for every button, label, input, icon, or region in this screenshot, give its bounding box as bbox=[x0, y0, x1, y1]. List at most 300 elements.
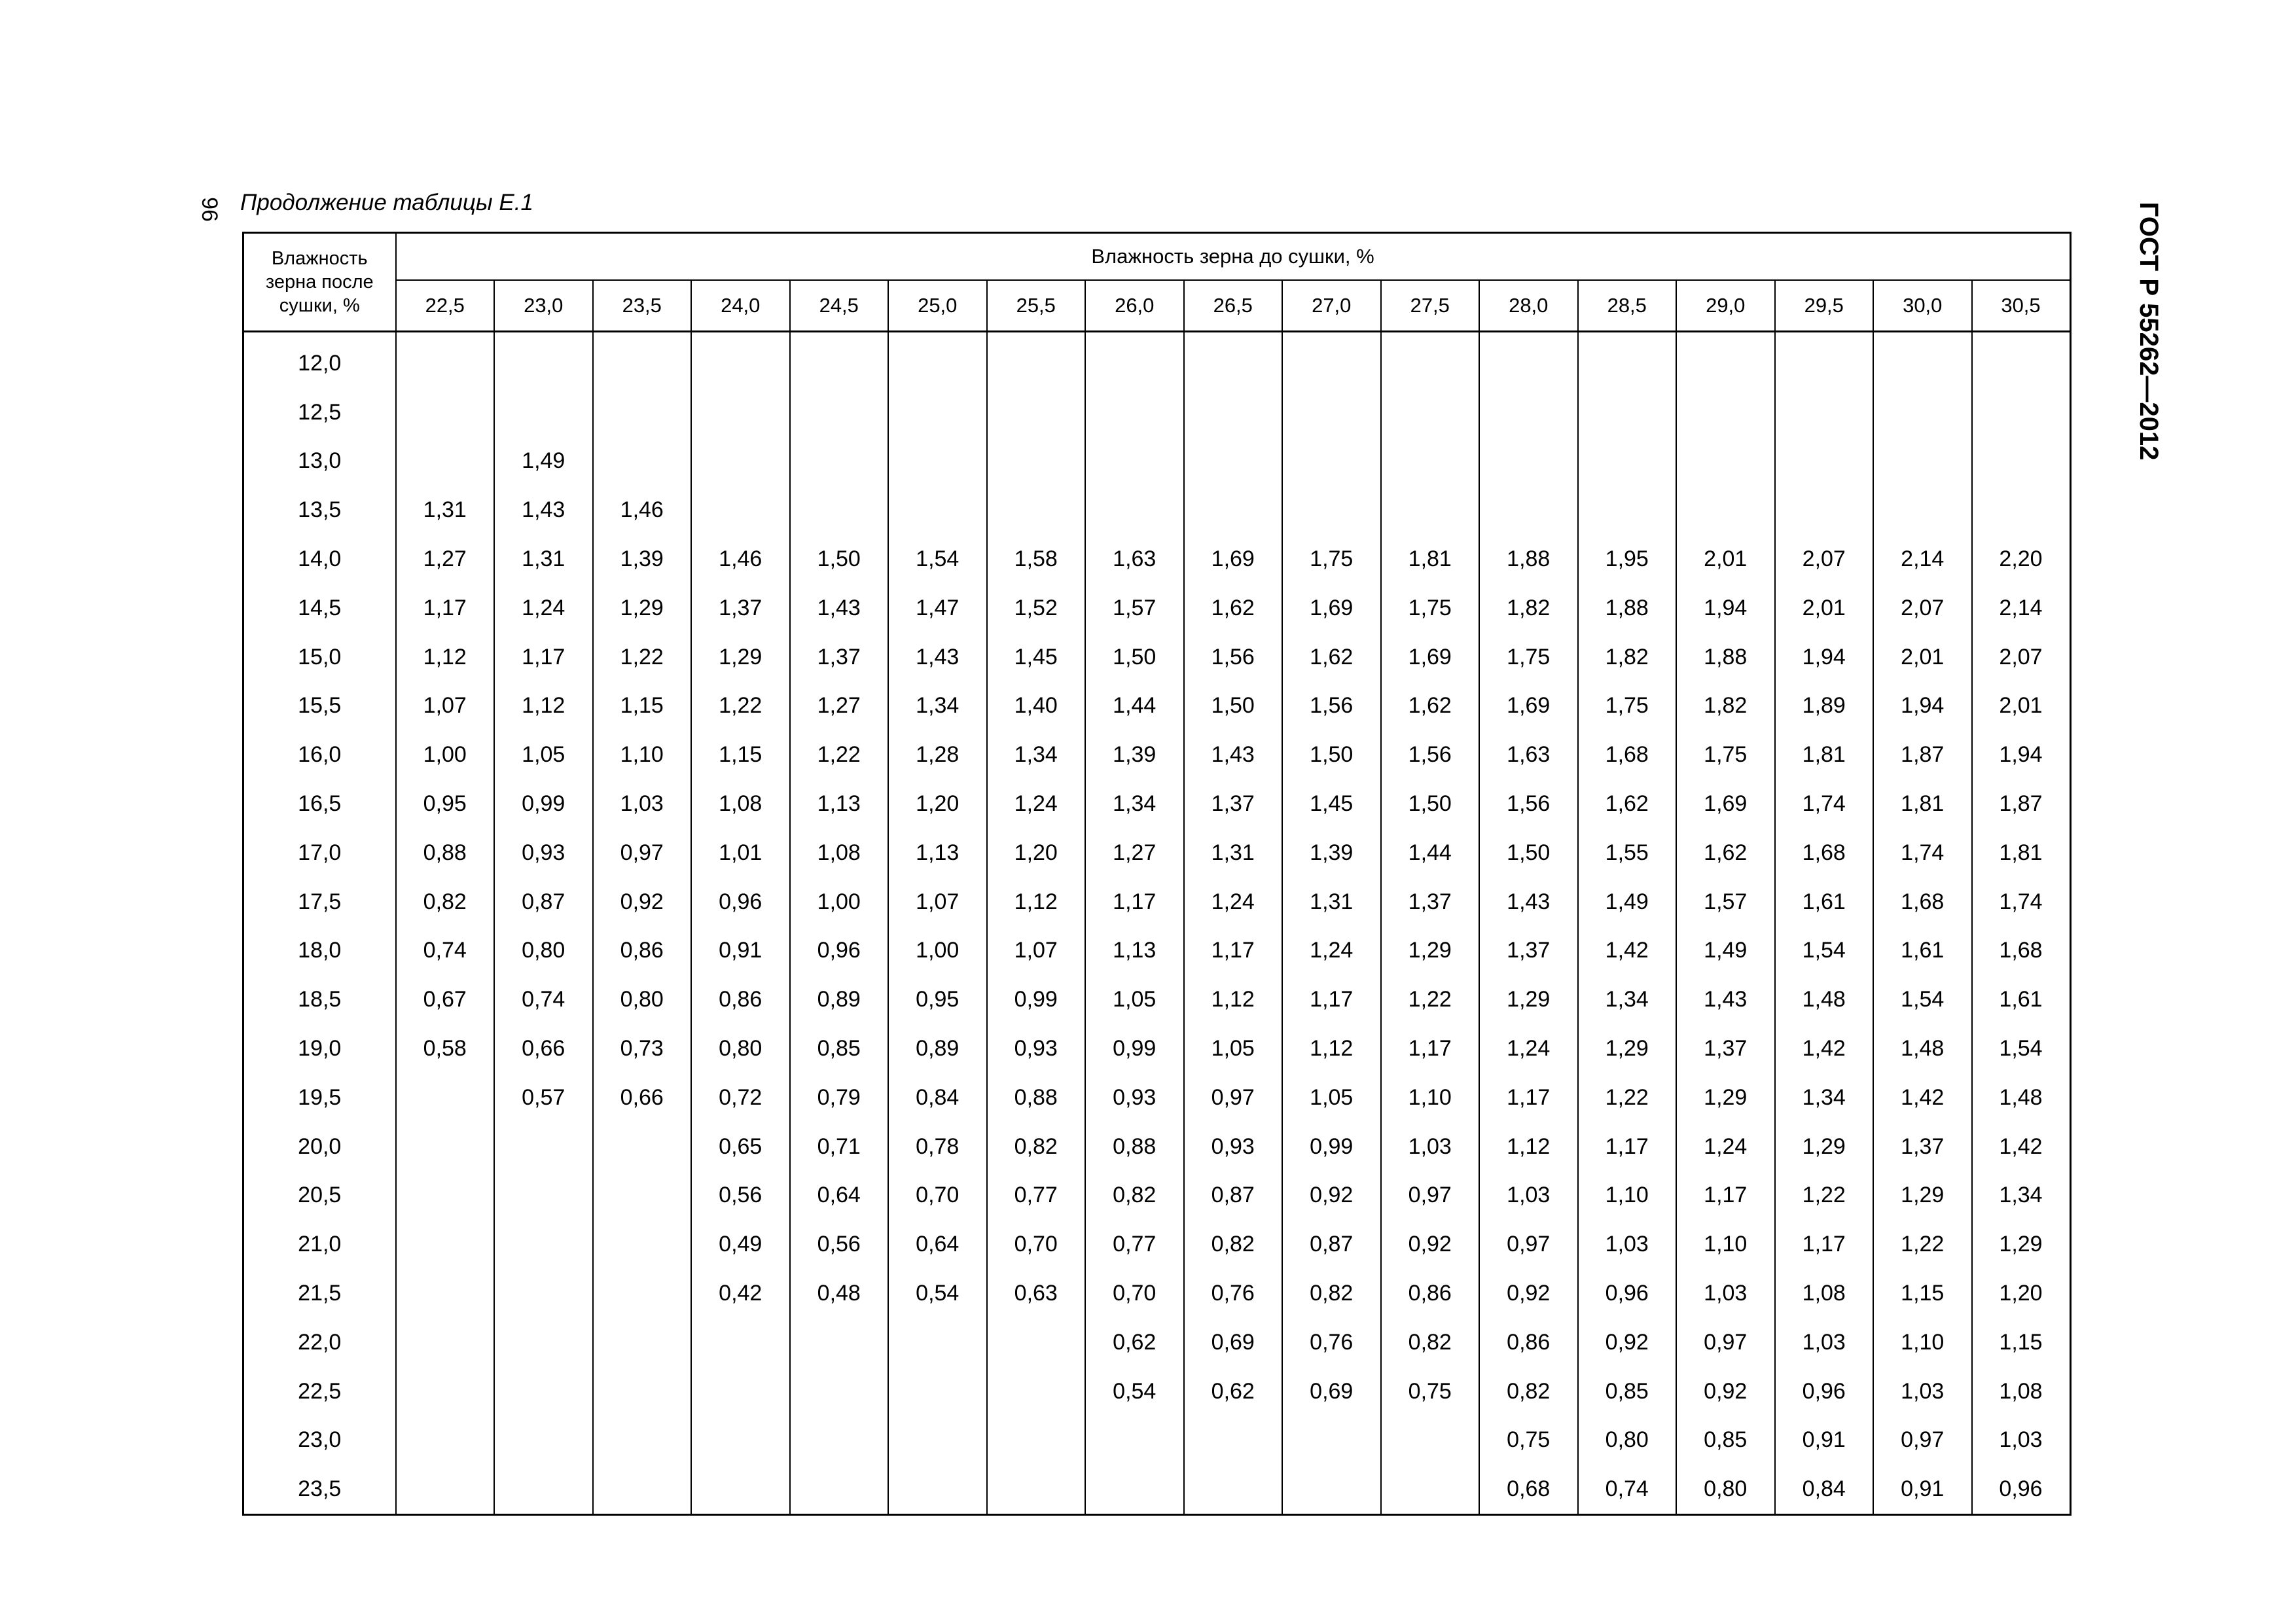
table-cell: 1,05 bbox=[1282, 1073, 1381, 1122]
spacer-cell bbox=[396, 332, 495, 340]
table-cell: 1,68 bbox=[1775, 829, 1874, 878]
table-row bbox=[243, 1318, 2071, 1367]
table-cell: 0,72 bbox=[691, 1073, 790, 1122]
table-cell: 0,97 bbox=[1873, 1416, 1972, 1465]
table-cell: 1,03 bbox=[1381, 1122, 1480, 1171]
spacer-cell bbox=[691, 332, 790, 340]
row-label: 20,5 bbox=[243, 1171, 396, 1221]
table-cell: 1,89 bbox=[1775, 682, 1874, 731]
table-cell: 1,94 bbox=[1775, 633, 1874, 682]
table-cell: 0,91 bbox=[691, 927, 790, 976]
table-cell bbox=[593, 339, 692, 388]
page-number: 96 bbox=[197, 197, 222, 222]
table-cell: 0,79 bbox=[790, 1073, 889, 1122]
table-cell: 0,85 bbox=[1578, 1367, 1677, 1416]
table-cell bbox=[1085, 1416, 1184, 1465]
table-cell bbox=[888, 339, 987, 388]
table-row bbox=[243, 1171, 2071, 1221]
row-label: 21,5 bbox=[243, 1269, 396, 1318]
table-row bbox=[243, 584, 2071, 633]
table-cell: 1,74 bbox=[1775, 779, 1874, 829]
row-label: 19,5 bbox=[243, 1073, 396, 1122]
table-cell: 1,39 bbox=[1085, 730, 1184, 779]
table-cell: 1,20 bbox=[1972, 1269, 2071, 1318]
table-cell: 1,03 bbox=[1479, 1171, 1578, 1221]
table-cell: 1,95 bbox=[1578, 535, 1677, 584]
table-cell: 1,37 bbox=[1676, 1024, 1775, 1073]
table-row bbox=[243, 1024, 2071, 1073]
table-cell bbox=[888, 1367, 987, 1416]
table-cell: 0,57 bbox=[494, 1073, 593, 1122]
table-cell: 1,50 bbox=[1381, 779, 1480, 829]
table-cell: 1,29 bbox=[593, 584, 692, 633]
table-cell: 1,24 bbox=[1479, 1024, 1578, 1073]
table-cell: 0,84 bbox=[888, 1073, 987, 1122]
column-header: 30,5 bbox=[1972, 280, 2071, 332]
table-cell: 0,97 bbox=[1184, 1073, 1283, 1122]
table-cell bbox=[1184, 437, 1283, 486]
table-cell bbox=[1578, 437, 1677, 486]
column-header: 29,0 bbox=[1676, 280, 1775, 332]
table-cell bbox=[494, 1171, 593, 1221]
table-cell: 0,86 bbox=[691, 975, 790, 1024]
document-code: ГОСТ Р 55262—2012 bbox=[2134, 202, 2163, 461]
table-cell: 1,03 bbox=[1676, 1269, 1775, 1318]
table-cell: 0,70 bbox=[1085, 1269, 1184, 1318]
table-cell: 1,17 bbox=[494, 633, 593, 682]
table-cell: 1,37 bbox=[1381, 878, 1480, 927]
table-row bbox=[243, 339, 2071, 388]
table-cell bbox=[1282, 1416, 1381, 1465]
column-header-row bbox=[243, 280, 2071, 332]
table-cell bbox=[888, 388, 987, 437]
table-cell: 1,50 bbox=[790, 535, 889, 584]
table-cell: 1,44 bbox=[1085, 682, 1184, 731]
table-cell bbox=[1972, 339, 2071, 388]
table-cell: 0,65 bbox=[691, 1122, 790, 1171]
table-cell: 1,74 bbox=[1873, 829, 1972, 878]
table-cell: 1,20 bbox=[888, 779, 987, 829]
table-cell bbox=[494, 1465, 593, 1514]
spacer-cell bbox=[1775, 332, 1874, 340]
table-cell: 0,74 bbox=[396, 927, 495, 976]
table-cell bbox=[494, 1220, 593, 1269]
table-cell: 1,31 bbox=[1184, 829, 1283, 878]
table-cell bbox=[987, 1416, 1086, 1465]
table-cell: 1,48 bbox=[1775, 975, 1874, 1024]
table-cell: 1,45 bbox=[987, 633, 1086, 682]
table-cell: 1,22 bbox=[1578, 1073, 1677, 1122]
table-cell: 1,61 bbox=[1873, 927, 1972, 976]
table-cell bbox=[1381, 388, 1480, 437]
table-cell: 0,74 bbox=[494, 975, 593, 1024]
table-cell: 1,61 bbox=[1775, 878, 1874, 927]
table-cell: 1,29 bbox=[1873, 1171, 1972, 1221]
spacer-cell bbox=[790, 332, 889, 340]
table-cell: 0,82 bbox=[1085, 1171, 1184, 1221]
row-label: 19,0 bbox=[243, 1024, 396, 1073]
table-cell bbox=[888, 486, 987, 535]
column-header: 27,5 bbox=[1381, 280, 1480, 332]
table-cell: 1,49 bbox=[1676, 927, 1775, 976]
table-cell: 0,74 bbox=[1578, 1465, 1677, 1514]
table-cell bbox=[1873, 388, 1972, 437]
table-cell bbox=[1676, 437, 1775, 486]
table-cell: 1,37 bbox=[1184, 779, 1283, 829]
spacer-cell bbox=[1085, 332, 1184, 340]
table-cell bbox=[1479, 388, 1578, 437]
table-cell bbox=[396, 1318, 495, 1367]
table-cell: 0,99 bbox=[987, 975, 1086, 1024]
table-cell bbox=[1282, 437, 1381, 486]
column-header: 25,0 bbox=[888, 280, 987, 332]
table-cell bbox=[1085, 437, 1184, 486]
table-cell bbox=[593, 1465, 692, 1514]
table-cell: 1,49 bbox=[494, 437, 593, 486]
column-header: 24,0 bbox=[691, 280, 790, 332]
table-cell: 1,00 bbox=[888, 927, 987, 976]
spacer-cell bbox=[1972, 332, 2071, 340]
spacer-cell bbox=[1184, 332, 1283, 340]
table-cell bbox=[396, 1122, 495, 1171]
table-row bbox=[243, 535, 2071, 584]
table-cell: 1,27 bbox=[1085, 829, 1184, 878]
table-cell: 1,58 bbox=[987, 535, 1086, 584]
spacer-cell bbox=[593, 332, 692, 340]
table-cell: 1,57 bbox=[1676, 878, 1775, 927]
table-row bbox=[243, 927, 2071, 976]
column-header: 25,5 bbox=[987, 280, 1086, 332]
table-cell: 1,22 bbox=[1381, 975, 1480, 1024]
table-cell: 1,56 bbox=[1479, 779, 1578, 829]
table-cell: 1,34 bbox=[1085, 779, 1184, 829]
table-cell bbox=[1479, 339, 1578, 388]
table-cell bbox=[691, 437, 790, 486]
table-cell: 1,88 bbox=[1479, 535, 1578, 584]
table-cell: 0,71 bbox=[790, 1122, 889, 1171]
table-cell: 1,62 bbox=[1381, 682, 1480, 731]
table-cell: 1,81 bbox=[1381, 535, 1480, 584]
table-cell: 0,68 bbox=[1479, 1465, 1578, 1514]
table-cell: 1,17 bbox=[1775, 1220, 1874, 1269]
table-cell: 0,99 bbox=[1085, 1024, 1184, 1073]
table-cell bbox=[987, 486, 1086, 535]
table-cell bbox=[1873, 339, 1972, 388]
row-label: 21,0 bbox=[243, 1220, 396, 1269]
table-cell: 1,43 bbox=[1676, 975, 1775, 1024]
table-cell: 0,88 bbox=[1085, 1122, 1184, 1171]
table-cell: 1,17 bbox=[1381, 1024, 1480, 1073]
table-cell bbox=[593, 1171, 692, 1221]
table-cell: 1,34 bbox=[987, 730, 1086, 779]
table-cell: 1,37 bbox=[691, 584, 790, 633]
table-cell: 1,08 bbox=[1972, 1367, 2071, 1416]
table-row bbox=[243, 1073, 2071, 1122]
table-row bbox=[243, 779, 2071, 829]
table-cell: 0,85 bbox=[790, 1024, 889, 1073]
table-cell: 1,62 bbox=[1676, 829, 1775, 878]
table-cell: 1,31 bbox=[396, 486, 495, 535]
table-cell bbox=[1085, 1465, 1184, 1514]
table-cell: 0,67 bbox=[396, 975, 495, 1024]
table-cell: 1,46 bbox=[691, 535, 790, 584]
table-cell: 1,12 bbox=[987, 878, 1086, 927]
table-cell: 1,03 bbox=[1775, 1318, 1874, 1367]
table-cell bbox=[1972, 437, 2071, 486]
table-cell: 1,08 bbox=[691, 779, 790, 829]
row-label: 16,5 bbox=[243, 779, 396, 829]
table-cell: 0,97 bbox=[593, 829, 692, 878]
table-cell bbox=[593, 1269, 692, 1318]
table-cell: 1,48 bbox=[1972, 1073, 2071, 1122]
table-cell bbox=[1775, 339, 1874, 388]
table-cell bbox=[888, 437, 987, 486]
table-cell: 0,62 bbox=[1085, 1318, 1184, 1367]
table-cell: 0,58 bbox=[396, 1024, 495, 1073]
table-cell: 2,01 bbox=[1775, 584, 1874, 633]
table-cell: 1,29 bbox=[1972, 1220, 2071, 1269]
table-cell: 2,14 bbox=[1972, 584, 2071, 633]
table-cell bbox=[396, 1465, 495, 1514]
table-cell bbox=[1282, 486, 1381, 535]
table-cell: 1,03 bbox=[1972, 1416, 2071, 1465]
table-cell: 0,93 bbox=[1184, 1122, 1283, 1171]
table-cell bbox=[790, 486, 889, 535]
table-cell bbox=[494, 1269, 593, 1318]
table-cell: 1,69 bbox=[1184, 535, 1283, 584]
table-cell: 1,81 bbox=[1972, 829, 2071, 878]
table-cell: 0,92 bbox=[1381, 1220, 1480, 1269]
table-cell: 1,69 bbox=[1282, 584, 1381, 633]
table-cell bbox=[1085, 486, 1184, 535]
column-header: 30,0 bbox=[1873, 280, 1972, 332]
table-cell: 1,22 bbox=[593, 633, 692, 682]
table-cell bbox=[396, 1073, 495, 1122]
table-cell bbox=[1676, 486, 1775, 535]
data-table bbox=[242, 232, 2072, 1516]
table-cell bbox=[790, 437, 889, 486]
table-cell bbox=[888, 1416, 987, 1465]
table-cell: 1,54 bbox=[1873, 975, 1972, 1024]
table-cell bbox=[1873, 486, 1972, 535]
table-cell: 1,61 bbox=[1972, 975, 2071, 1024]
table-cell: 1,15 bbox=[1972, 1318, 2071, 1367]
table-cell bbox=[593, 1367, 692, 1416]
table-cell: 1,50 bbox=[1184, 682, 1283, 731]
table-row bbox=[243, 1416, 2071, 1465]
table-cell bbox=[1972, 486, 2071, 535]
table-cell bbox=[494, 1318, 593, 1367]
table-cell: 1,40 bbox=[987, 682, 1086, 731]
table-cell: 2,01 bbox=[1873, 633, 1972, 682]
table-cell bbox=[396, 339, 495, 388]
table-cell bbox=[593, 388, 692, 437]
row-label: 16,0 bbox=[243, 730, 396, 779]
table-cell: 1,82 bbox=[1578, 633, 1677, 682]
table-cell: 1,15 bbox=[691, 730, 790, 779]
table-cell: 1,22 bbox=[790, 730, 889, 779]
table-cell: 1,10 bbox=[1381, 1073, 1480, 1122]
table-cell: 0,82 bbox=[1381, 1318, 1480, 1367]
table-cell bbox=[593, 1122, 692, 1171]
table-cell: 1,29 bbox=[1479, 975, 1578, 1024]
table-cell bbox=[1184, 388, 1283, 437]
table-body bbox=[243, 332, 2071, 1515]
row-label: 23,0 bbox=[243, 1416, 396, 1465]
table-cell: 1,43 bbox=[790, 584, 889, 633]
column-header: 22,5 bbox=[396, 280, 495, 332]
table-cell: 1,27 bbox=[396, 535, 495, 584]
spacer-cell bbox=[1381, 332, 1480, 340]
table-cell bbox=[691, 339, 790, 388]
table-container bbox=[242, 232, 2072, 1516]
table-cell bbox=[396, 388, 495, 437]
table-cell bbox=[1085, 388, 1184, 437]
table-cell: 1,57 bbox=[1085, 584, 1184, 633]
spacer-cell bbox=[1676, 332, 1775, 340]
table-cell: 0,95 bbox=[888, 975, 987, 1024]
table-cell: 1,68 bbox=[1972, 927, 2071, 976]
table-cell: 1,10 bbox=[1676, 1220, 1775, 1269]
table-cell: 1,03 bbox=[1578, 1220, 1677, 1269]
table-cell bbox=[790, 339, 889, 388]
table-cell: 1,03 bbox=[593, 779, 692, 829]
table-cell bbox=[1184, 339, 1283, 388]
table-cell: 1,24 bbox=[1184, 878, 1283, 927]
table-cell: 0,80 bbox=[691, 1024, 790, 1073]
table-cell: 0,76 bbox=[1184, 1269, 1283, 1318]
spacer-cell bbox=[1479, 332, 1578, 340]
table-cell: 1,50 bbox=[1085, 633, 1184, 682]
table-cell: 0,85 bbox=[1676, 1416, 1775, 1465]
table-cell: 1,24 bbox=[1676, 1122, 1775, 1171]
table-cell: 0,48 bbox=[790, 1269, 889, 1318]
table-cell bbox=[593, 1318, 692, 1367]
table-cell bbox=[396, 1220, 495, 1269]
table-cell bbox=[888, 1318, 987, 1367]
table-cell: 0,96 bbox=[691, 878, 790, 927]
table-cell: 1,49 bbox=[1578, 878, 1677, 927]
table-cell: 0,70 bbox=[888, 1171, 987, 1221]
table-cell: 1,54 bbox=[1972, 1024, 2071, 1073]
row-label: 17,0 bbox=[243, 829, 396, 878]
table-cell: 0,62 bbox=[1184, 1367, 1283, 1416]
table-cell bbox=[987, 1367, 1086, 1416]
table-row bbox=[243, 1269, 2071, 1318]
row-label: 15,0 bbox=[243, 633, 396, 682]
table-cell: 1,12 bbox=[1282, 1024, 1381, 1073]
table-cell bbox=[494, 339, 593, 388]
table-cell bbox=[396, 1416, 495, 1465]
table-cell: 1,42 bbox=[1578, 927, 1677, 976]
table-cell: 1,54 bbox=[1775, 927, 1874, 976]
table-cell bbox=[396, 437, 495, 486]
table-cell: 1,08 bbox=[790, 829, 889, 878]
table-cell bbox=[691, 486, 790, 535]
table-cell bbox=[987, 339, 1086, 388]
table-cell bbox=[790, 1465, 889, 1514]
table-cell: 1,81 bbox=[1873, 779, 1972, 829]
table-cell: 1,13 bbox=[1085, 927, 1184, 976]
table-cell bbox=[1479, 486, 1578, 535]
table-cell: 1,44 bbox=[1381, 829, 1480, 878]
table-cell: 2,01 bbox=[1972, 682, 2071, 731]
table-cell: 1,17 bbox=[1184, 927, 1283, 976]
table-cell: 1,37 bbox=[790, 633, 889, 682]
table-cell: 0,86 bbox=[593, 927, 692, 976]
table-cell: 1,24 bbox=[987, 779, 1086, 829]
table-cell: 1,94 bbox=[1873, 682, 1972, 731]
table-cell: 1,50 bbox=[1282, 730, 1381, 779]
table-cell: 1,37 bbox=[1873, 1122, 1972, 1171]
column-header: 28,0 bbox=[1479, 280, 1578, 332]
table-cell: 0,92 bbox=[1479, 1269, 1578, 1318]
table-cell bbox=[1578, 388, 1677, 437]
table-cell: 1,68 bbox=[1578, 730, 1677, 779]
column-header: 23,5 bbox=[593, 280, 692, 332]
table-cell: 2,01 bbox=[1676, 535, 1775, 584]
table-cell: 1,08 bbox=[1775, 1269, 1874, 1318]
table-cell: 1,29 bbox=[1578, 1024, 1677, 1073]
row-label: 18,0 bbox=[243, 927, 396, 976]
table-cell bbox=[1184, 1416, 1283, 1465]
spacer-row bbox=[243, 332, 2071, 340]
table-cell: 1,81 bbox=[1775, 730, 1874, 779]
table-cell: 1,34 bbox=[1972, 1171, 2071, 1221]
table-cell bbox=[593, 1416, 692, 1465]
table-cell: 1,48 bbox=[1873, 1024, 1972, 1073]
table-cell: 0,77 bbox=[1085, 1220, 1184, 1269]
row-label: 20,0 bbox=[243, 1122, 396, 1171]
table-cell: 1,62 bbox=[1184, 584, 1283, 633]
row-label: 18,5 bbox=[243, 975, 396, 1024]
table-cell: 1,39 bbox=[1282, 829, 1381, 878]
table-cell: 1,12 bbox=[494, 682, 593, 731]
table-cell: 1,17 bbox=[1085, 878, 1184, 927]
table-cell: 1,29 bbox=[1676, 1073, 1775, 1122]
table-cell: 0,76 bbox=[1282, 1318, 1381, 1367]
row-header-cell: Влажность зерна после сушки, % bbox=[243, 233, 396, 332]
table-cell: 0,86 bbox=[1479, 1318, 1578, 1367]
table-cell bbox=[494, 388, 593, 437]
column-header: 23,0 bbox=[494, 280, 593, 332]
table-caption: Продолжение таблицы Е.1 bbox=[240, 190, 533, 215]
table-cell: 0,87 bbox=[494, 878, 593, 927]
table-cell bbox=[1381, 1416, 1480, 1465]
table-cell bbox=[1282, 1465, 1381, 1514]
table-cell bbox=[1775, 486, 1874, 535]
table-cell: 0,49 bbox=[691, 1220, 790, 1269]
spacer-cell bbox=[243, 332, 396, 340]
table-cell: 1,07 bbox=[987, 927, 1086, 976]
table-cell: 0,80 bbox=[593, 975, 692, 1024]
table-cell: 0,92 bbox=[593, 878, 692, 927]
table-cell: 0,93 bbox=[494, 829, 593, 878]
table-cell: 1,00 bbox=[396, 730, 495, 779]
table-cell: 0,99 bbox=[494, 779, 593, 829]
table-cell: 1,75 bbox=[1381, 584, 1480, 633]
table-row bbox=[243, 486, 2071, 535]
column-header: 26,0 bbox=[1085, 280, 1184, 332]
table-cell: 1,17 bbox=[396, 584, 495, 633]
table-cell: 1,68 bbox=[1873, 878, 1972, 927]
table-cell: 1,82 bbox=[1479, 584, 1578, 633]
table-cell: 1,69 bbox=[1381, 633, 1480, 682]
column-header: 26,5 bbox=[1184, 280, 1283, 332]
table-cell bbox=[691, 1318, 790, 1367]
table-cell: 1,75 bbox=[1578, 682, 1677, 731]
table-cell: 1,75 bbox=[1282, 535, 1381, 584]
